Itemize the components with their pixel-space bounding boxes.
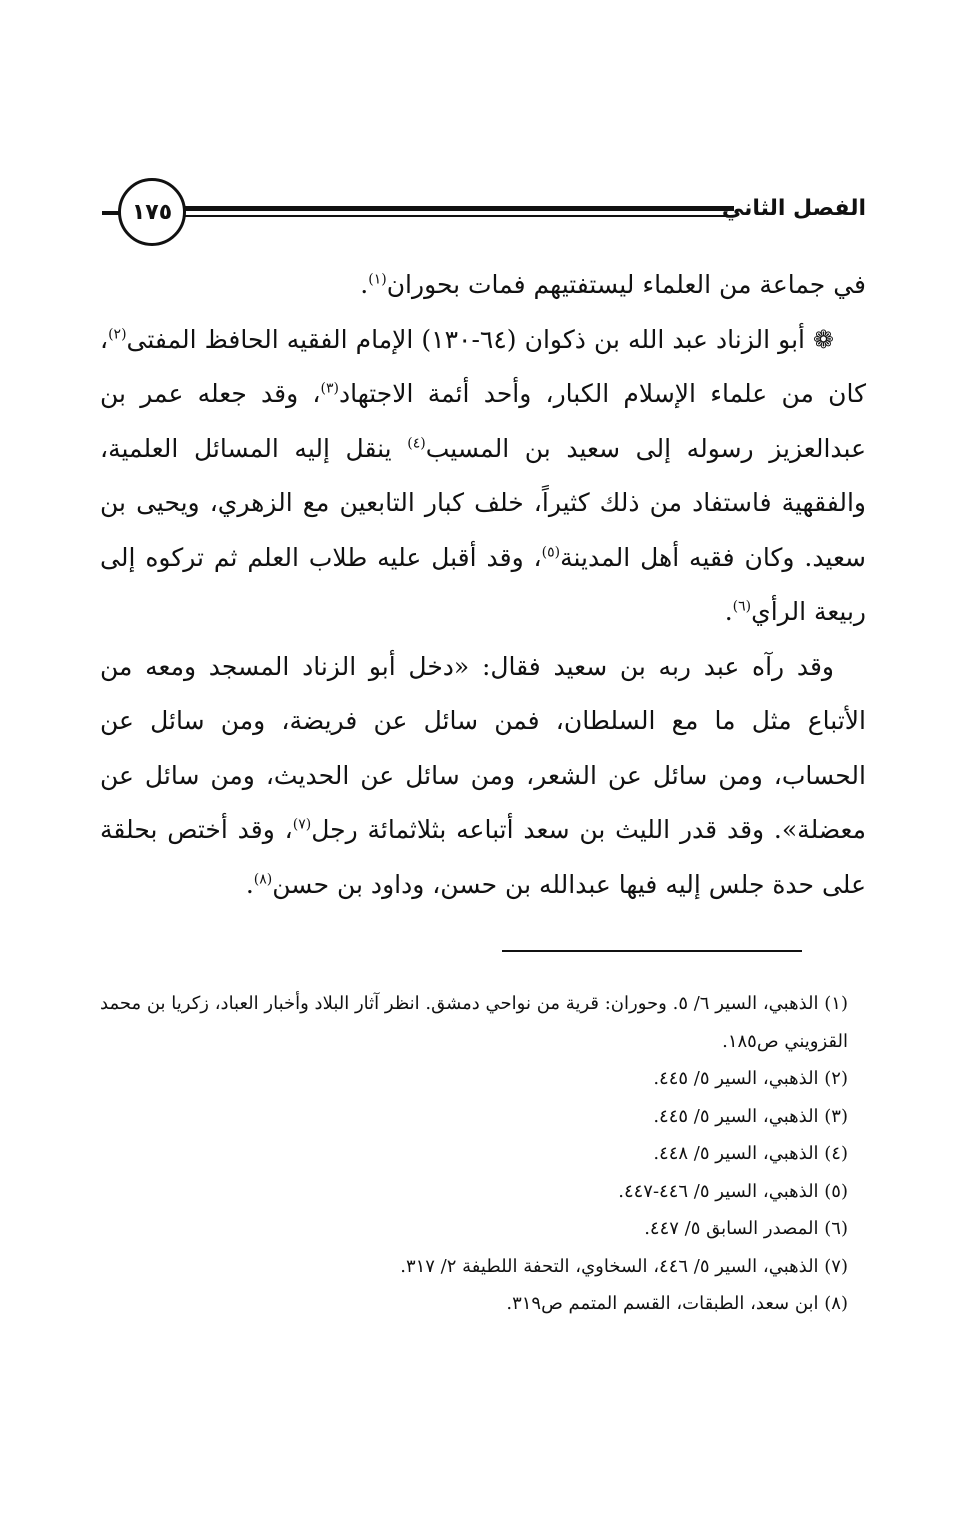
paragraph-text: ينقل إليه المسائل العلمية، والفقهية فاستفاد من ذلك كثيراً، خلف كبار التابعين مع الزهري، ويحيى بن سعيد. وكان فقيه أهل المدينة (100, 433, 867, 572)
footnote-6: (٦) المصدر السابق ٥/ ٤٤٧. (644, 1218, 848, 1239)
paragraph-text: ، كان من علماء الإسلام الكبار، وأحد أئمة الاجتهاد (100, 324, 866, 408)
footnote-4: (٤) الذهبي، السير ٥/ ٤٤٨. (653, 1143, 848, 1164)
footnote-8: (٨) ابن سعد، الطبقات، القسم المتمم ص٣١٩. (506, 1293, 848, 1314)
page-header (96, 178, 866, 252)
paragraph-text: ، وقد أقبل عليه طلاب العلم ثم تركوه إلى ربيعة الرأي (100, 542, 866, 626)
paragraph-3 (100, 640, 866, 913)
paragraph-2 (100, 313, 866, 640)
paragraph-text: وقد رآه عبد ربه بن سعيد فقال: «دخل أبو الزناد المسجد ومعه من الأتباع مثل ما مع السلطان، فمن سائل عن فريضة، ومن سائل عن الحساب، ومن سائل عن الشعر، ومن سائل عن الحديث، ومن سائل عن معضلة». وقد قدر الليث بن سعد أتباعه بثلاثمائة رجل (100, 651, 866, 844)
footnote-ref: (٣) (320, 380, 339, 397)
paragraph-tail: . (724, 597, 733, 626)
footnote-7: (٧) الذهبي، السير ٥/ ٤٤٦، السخاوي، التحفة اللطيفة ٢/ ٣١٧. (400, 1255, 848, 1277)
paragraph-tail: . (360, 270, 369, 299)
footnote-1: (١) الذهبي، السير ٦/ ٥. وحوران: قرية من نواحي دمشق. انظر آثار البلاد وأخبار العباد، زكريا بن محمد القزويني ص١٨٥. (100, 993, 848, 1052)
footnote-3: (٣) الذهبي، السير ٥/ ٤٤٥. (653, 1105, 848, 1127)
footnote-ref: (١) (368, 271, 387, 288)
footnote-2: (٢) الذهبي، السير ٥/ ٤٤٥. (653, 1068, 848, 1089)
paragraph-text: ، وقد أختص بحلقة على حدة جلس إليه فيها عبدالله بن حسن، وداود بن حسن (100, 815, 866, 899)
footnote-ref: (٦) (732, 598, 752, 615)
footnote-separator (502, 950, 802, 952)
header-rule-thin (182, 215, 734, 217)
page-number: ١٧٥ (131, 199, 173, 225)
footnote-ref: (٤) (407, 435, 426, 452)
chapter-title: الفصل الثاني (721, 196, 866, 221)
page-number-circle (118, 178, 186, 246)
paragraph-1 (100, 258, 866, 313)
footnote-ref: (٧) (292, 816, 312, 833)
header-rule-thick (182, 206, 734, 211)
footnotes (100, 985, 848, 1323)
paragraph-text: ، وقد جعله عمر بن عبدالعزيز رسوله إلى سعيد بن المسيب (100, 379, 867, 463)
footnote-5: (٥) الذهبي، السير ٥/ ٤٤٦-٤٤٧. (618, 1180, 848, 1202)
footnote-ref: (٢) (108, 326, 127, 343)
footnote-ref: (٥) (541, 544, 561, 561)
body-text (100, 258, 866, 912)
footnote-ref: (٨) (253, 871, 273, 888)
paragraph-text: ❁ أبو الزناد عبد الله بن ذكوان (٦٤-١٣٠) الإمام الفقيه الحافظ المفتى (126, 324, 834, 354)
paragraph-tail: . (245, 869, 254, 899)
paragraph-text: في جماعة من العلماء ليستفتيهم فمات بحوران (386, 270, 866, 299)
